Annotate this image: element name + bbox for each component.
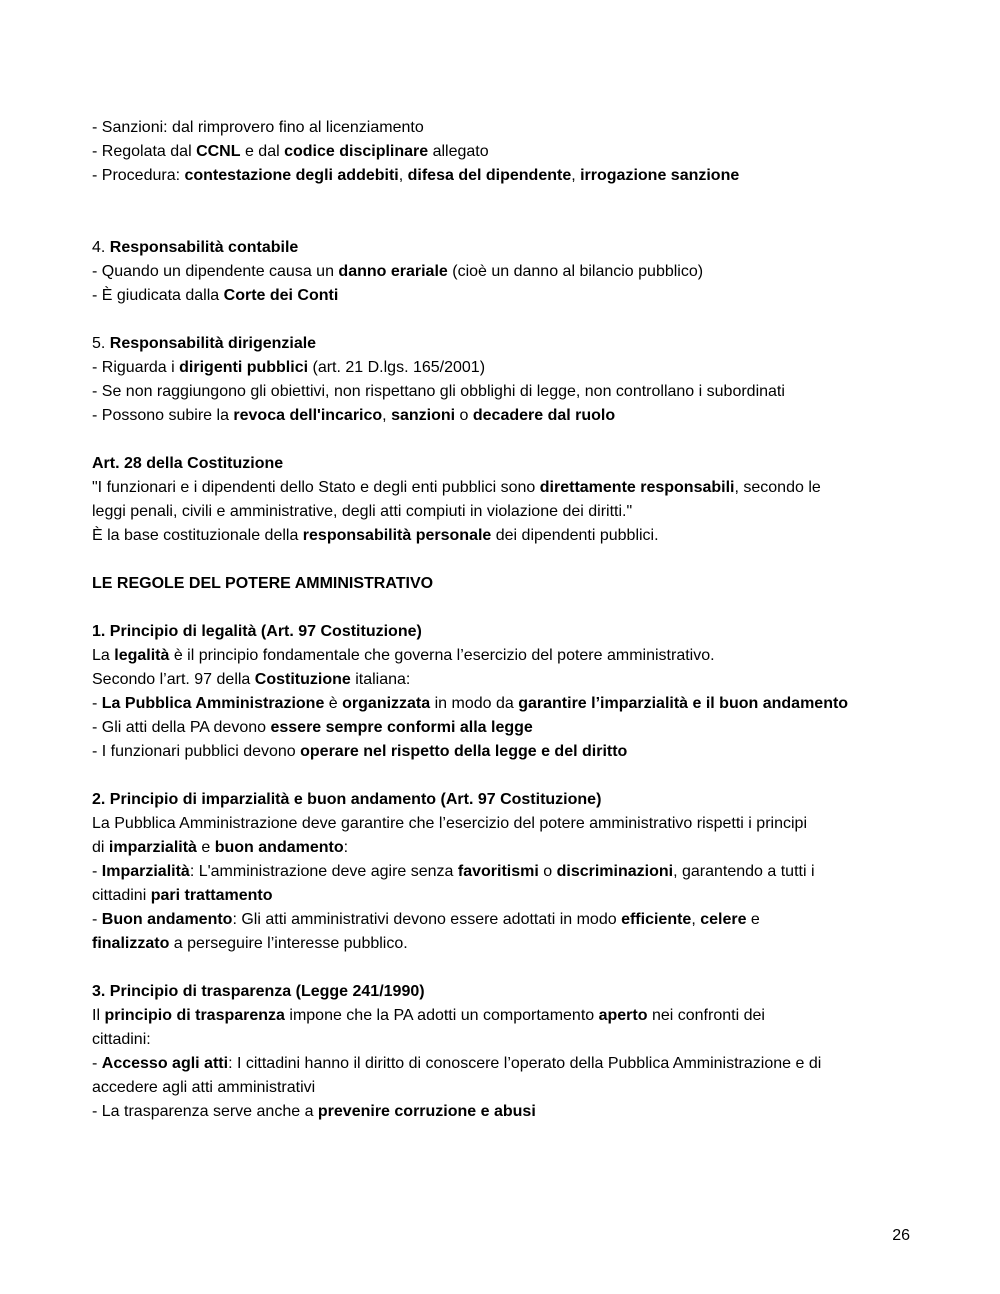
text-line bbox=[92, 140, 910, 164]
text-run: : L'amministrazione deve agire senza bbox=[189, 863, 458, 880]
text-run: - I funzionari pubblici devono bbox=[92, 743, 301, 760]
bold-text: revoca dell'incarico bbox=[233, 407, 383, 424]
text-run: è bbox=[324, 695, 343, 712]
text-run: e bbox=[196, 839, 215, 856]
bold-text: La Pubblica Amministrazione bbox=[101, 695, 325, 712]
text-run: 4. bbox=[92, 239, 110, 256]
text-line bbox=[92, 164, 910, 188]
text-run: - Procedura: bbox=[92, 167, 185, 184]
bold-text: codice disciplinare bbox=[284, 143, 429, 160]
text-run: e bbox=[746, 911, 760, 928]
blank-line bbox=[92, 764, 910, 788]
text-run: - bbox=[92, 695, 102, 712]
bold-text: garantire l’imparzialità e il buon andamento bbox=[518, 695, 849, 712]
bold-text: decadere dal ruolo bbox=[472, 407, 616, 424]
bold-text: buon andamento bbox=[214, 839, 344, 856]
bold-text: CCNL bbox=[196, 143, 241, 160]
text-line bbox=[92, 668, 910, 692]
blank-line bbox=[92, 308, 910, 332]
bold-text: Imparzialità bbox=[101, 863, 190, 880]
bold-text: favoritismi bbox=[457, 863, 539, 880]
text-run: La Pubblica Amministrazione deve garantire che l’esercizio del potere amministrativo rispetti i principi bbox=[92, 815, 807, 832]
text-line bbox=[92, 860, 910, 884]
text-run: e dal bbox=[240, 143, 285, 160]
text-run: , bbox=[571, 167, 581, 184]
page-number: 26 bbox=[892, 1227, 910, 1244]
bold-text: irrogazione sanzione bbox=[580, 167, 740, 184]
text-line bbox=[92, 572, 910, 596]
text-run: È la base costituzionale della bbox=[92, 527, 303, 544]
bold-text: Accesso agli atti bbox=[101, 1055, 229, 1072]
bold-text: direttamente responsabili bbox=[539, 479, 735, 496]
text-run: - Riguarda i bbox=[92, 359, 180, 376]
bold-text: LE REGOLE DEL POTERE AMMINISTRATIVO bbox=[92, 575, 434, 592]
bold-text: operare nel rispetto della legge e del diritto bbox=[300, 743, 628, 760]
text-run: dei dipendenti pubblici. bbox=[491, 527, 659, 544]
text-line bbox=[92, 1052, 910, 1076]
text-line bbox=[92, 716, 910, 740]
text-line bbox=[92, 1100, 910, 1124]
text-line bbox=[92, 404, 910, 428]
text-run: (art. 21 D.lgs. 165/2001) bbox=[308, 359, 486, 376]
text-line bbox=[92, 284, 910, 308]
blank-line bbox=[92, 596, 910, 620]
bold-text: Buon andamento bbox=[101, 911, 233, 928]
text-run: cittadini bbox=[92, 887, 151, 904]
text-line bbox=[92, 260, 910, 284]
text-run: , garantendo a tutti i bbox=[673, 863, 815, 880]
text-run: : bbox=[343, 839, 349, 856]
text-run: accedere agli atti amministrativi bbox=[92, 1079, 316, 1096]
bold-text: Costituzione bbox=[254, 671, 351, 688]
bold-text: discriminazioni bbox=[556, 863, 674, 880]
text-line bbox=[92, 740, 910, 764]
text-line bbox=[92, 1076, 910, 1100]
text-run: a perseguire l’interesse pubblico. bbox=[169, 935, 408, 952]
text-line bbox=[92, 788, 910, 812]
bold-text: organizzata bbox=[342, 695, 431, 712]
page-body bbox=[92, 116, 910, 1124]
text-line bbox=[92, 500, 910, 524]
bold-text: aperto bbox=[598, 1007, 648, 1024]
text-run: La bbox=[92, 647, 115, 664]
text-line bbox=[92, 332, 910, 356]
bold-text: efficiente bbox=[621, 911, 692, 928]
bold-text: dirigenti pubblici bbox=[179, 359, 309, 376]
text-run: - bbox=[92, 911, 102, 928]
bold-text: sanzioni bbox=[391, 407, 456, 424]
text-run: - Possono subire la bbox=[92, 407, 234, 424]
text-run: - Gli atti della PA devono bbox=[92, 719, 271, 736]
text-run: leggi penali, civili e amministrative, degli atti compiuti in violazione dei diritti." bbox=[92, 503, 633, 520]
text-line bbox=[92, 884, 910, 908]
bold-text: pari trattamento bbox=[150, 887, 273, 904]
bold-text: imparzialità bbox=[108, 839, 197, 856]
text-run: Il bbox=[92, 1007, 105, 1024]
text-run: , bbox=[398, 167, 408, 184]
text-line bbox=[92, 1028, 910, 1052]
text-line bbox=[92, 380, 910, 404]
text-run: - Quando un dipendente causa un bbox=[92, 263, 339, 280]
text-run: impone che la PA adotti un comportamento bbox=[284, 1007, 599, 1024]
text-run: nei confronti dei bbox=[647, 1007, 765, 1024]
bold-text: danno erariale bbox=[338, 263, 448, 280]
text-run: o bbox=[455, 407, 473, 424]
bold-text: Corte dei Conti bbox=[223, 287, 339, 304]
text-line bbox=[92, 524, 910, 548]
text-run: di bbox=[92, 839, 109, 856]
text-run: - La trasparenza serve anche a bbox=[92, 1103, 318, 1120]
text-line bbox=[92, 836, 910, 860]
text-run: - Sanzioni: dal rimprovero fino al licenziamento bbox=[92, 119, 424, 136]
text-run: o bbox=[538, 863, 557, 880]
text-line bbox=[92, 356, 910, 380]
bold-text: essere sempre conformi alla legge bbox=[270, 719, 533, 736]
text-line bbox=[92, 236, 910, 260]
text-run: 5. bbox=[92, 335, 110, 352]
text-run: , secondo le bbox=[734, 479, 821, 496]
bold-text: 1. Principio di legalità (Art. 97 Costituzione) bbox=[92, 623, 422, 640]
blank-line bbox=[92, 956, 910, 980]
text-run: : Gli atti amministrativi devono essere adottati in modo bbox=[232, 911, 622, 928]
bold-text: Responsabilità dirigenziale bbox=[109, 335, 317, 352]
bold-text: 2. Principio di imparzialità e buon andamento (Art. 97 Costituzione) bbox=[92, 791, 602, 808]
text-run: - bbox=[92, 863, 102, 880]
text-run: italiana: bbox=[350, 671, 411, 688]
bold-text: legalità bbox=[114, 647, 170, 664]
text-run: "I funzionari e i dipendenti dello Stato e degli enti pubblici sono bbox=[92, 479, 540, 496]
text-line bbox=[92, 932, 910, 956]
text-run: , bbox=[691, 911, 701, 928]
bold-text: difesa del dipendente bbox=[407, 167, 572, 184]
text-run: cittadini: bbox=[92, 1031, 151, 1048]
text-run: - Regolata dal bbox=[92, 143, 197, 160]
text-run: : I cittadini hanno il diritto di conoscere l’operato della Pubblica Amministrazione e di bbox=[228, 1055, 822, 1072]
text-line bbox=[92, 1004, 910, 1028]
blank-line bbox=[92, 548, 910, 572]
bold-text: prevenire corruzione e abusi bbox=[317, 1103, 536, 1120]
text-line bbox=[92, 908, 910, 932]
text-line bbox=[92, 620, 910, 644]
text-run: , bbox=[382, 407, 392, 424]
text-line bbox=[92, 476, 910, 500]
text-run: è il principio fondamentale che governa l’esercizio del potere amministrativo. bbox=[169, 647, 715, 664]
bold-text: responsabilità personale bbox=[302, 527, 492, 544]
bold-text: contestazione degli addebiti bbox=[184, 167, 399, 184]
text-run: - È giudicata dalla bbox=[92, 287, 224, 304]
text-line bbox=[92, 980, 910, 1004]
text-line bbox=[92, 644, 910, 668]
bold-text: Art. 28 della Costituzione bbox=[92, 455, 284, 472]
text-run: allegato bbox=[428, 143, 489, 160]
text-run: (cioè un danno al bilancio pubblico) bbox=[447, 263, 704, 280]
bold-text: finalizzato bbox=[92, 935, 170, 952]
blank-line bbox=[92, 428, 910, 452]
text-line bbox=[92, 692, 910, 716]
blank-line bbox=[92, 188, 910, 236]
text-line bbox=[92, 452, 910, 476]
bold-text: Responsabilità contabile bbox=[109, 239, 299, 256]
text-line bbox=[92, 116, 910, 140]
bold-text: 3. Principio di trasparenza (Legge 241/1990) bbox=[92, 983, 425, 1000]
text-run: Secondo l’art. 97 della bbox=[92, 671, 255, 688]
bold-text: principio di trasparenza bbox=[104, 1007, 285, 1024]
text-run: - Se non raggiungono gli obiettivi, non rispettano gli obblighi di legge, non controllano i subordinati bbox=[92, 383, 785, 400]
text-line bbox=[92, 812, 910, 836]
text-run: - bbox=[92, 1055, 102, 1072]
text-run: in modo da bbox=[430, 695, 519, 712]
bold-text: celere bbox=[700, 911, 747, 928]
